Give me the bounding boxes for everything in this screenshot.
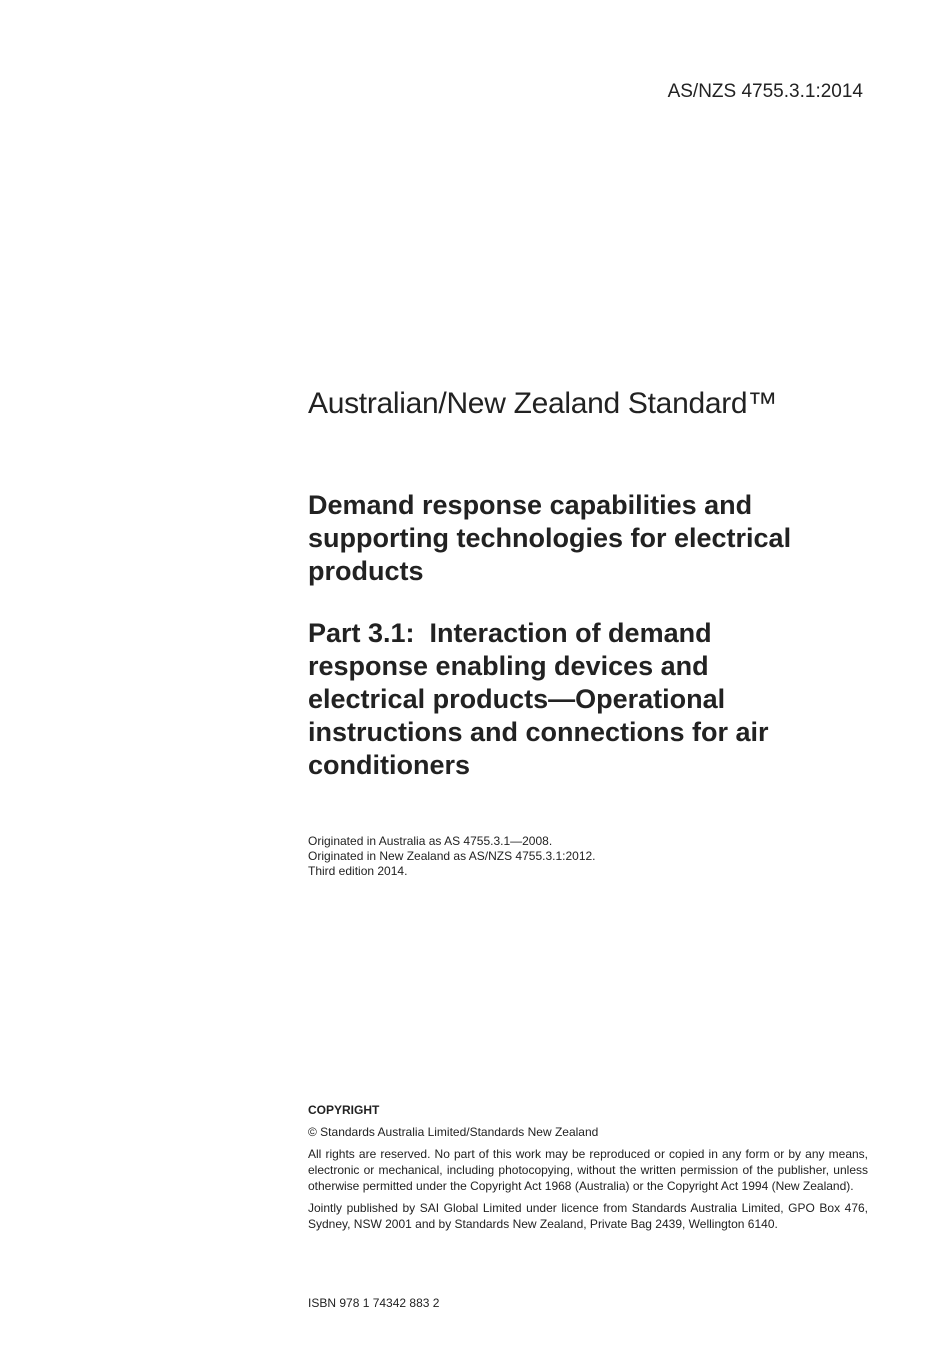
part-title-line: Part 3.1: Interaction of demand xyxy=(308,618,712,648)
part-title-line: conditioners xyxy=(308,750,471,780)
copyright-publisher-paragraph: Jointly published by SAI Global Limited under licence from Standards Australia Limited, GPO Box 476, Sydney, NSW 2001 and by Standards New Zealand, Private Bag 2439, Wellington 6140. xyxy=(308,1201,868,1231)
part-title-line: instructions and connections for air xyxy=(308,717,769,747)
main-title-line: products xyxy=(308,556,424,586)
isbn: ISBN 978 1 74342 883 2 xyxy=(308,1296,440,1310)
main-title xyxy=(308,489,868,588)
copyright-rights-paragraph: All rights are reserved. No part of this work may be reproduced or copied in any form or by any means, electronic or mechanical, including photocopying, without the written permission of the publisher, unless otherwise permitted under the Copyright Act 1968 (Australia) or the Copyright Act 1994 (New Zealand). xyxy=(308,1147,868,1193)
copyright-block xyxy=(308,1102,868,1238)
origin-note-australia: Originated in Australia as AS 4755.3.1—2008. xyxy=(308,834,553,848)
origin-notes xyxy=(308,834,596,879)
edition-note: Third edition 2014. xyxy=(308,864,408,878)
standard-heading: Australian/New Zealand Standard™ xyxy=(308,387,777,420)
main-title-line: supporting technologies for electrical xyxy=(308,523,792,553)
part-title-line: response enabling devices and xyxy=(308,651,709,681)
main-title-line: Demand response capabilities and xyxy=(308,490,753,520)
document-number: AS/NZS 4755.3.1:2014 xyxy=(667,81,863,102)
part-title-line: electrical products—Operational xyxy=(308,684,726,714)
copyright-owner: © Standards Australia Limited/Standards New Zealand xyxy=(308,1125,599,1139)
part-title xyxy=(308,617,868,782)
title-block xyxy=(308,489,868,782)
origin-note-new-zealand: Originated in New Zealand as AS/NZS 4755.3.1:2012. xyxy=(308,849,596,863)
copyright-heading: COPYRIGHT xyxy=(308,1103,380,1117)
